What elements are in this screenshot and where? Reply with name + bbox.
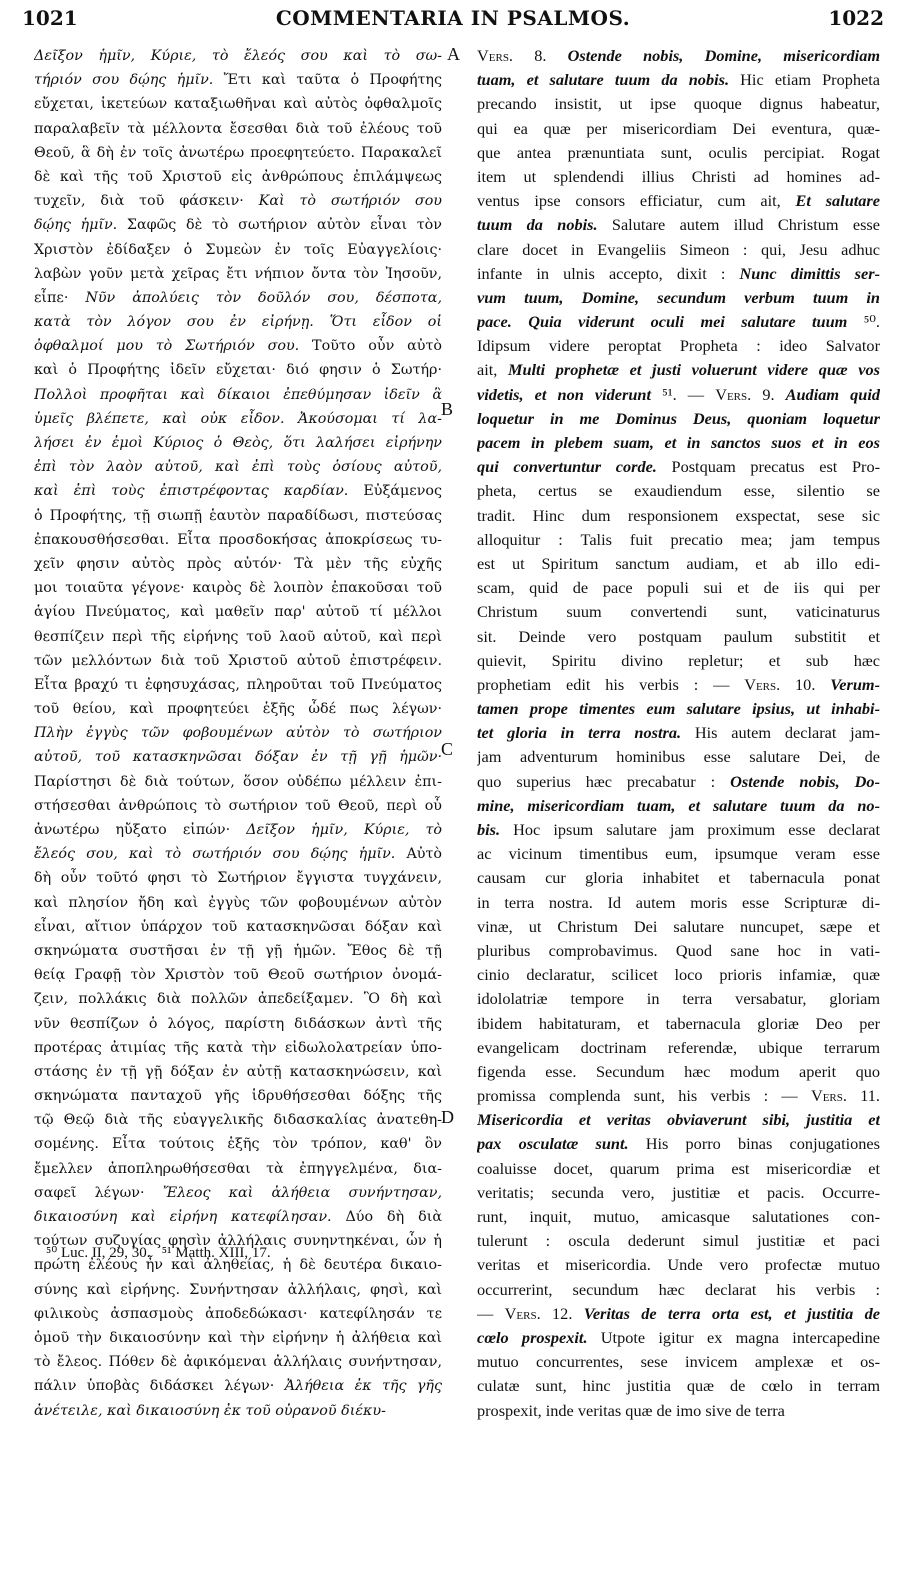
greek-text-line: [34, 1326, 442, 1350]
latin-text-line: [477, 721, 880, 745]
body-text: clare docet in Evangeliis Simeon : qui, Jesu adhuc: [477, 239, 880, 259]
latin-text-line: [477, 528, 880, 552]
body-text: Hic etiam Propheta: [729, 70, 880, 90]
body-text: pluribus comprobavimus. Quod sane hoc in vati-: [477, 940, 880, 960]
quoted-scripture-text: qui convertuntur corde.: [477, 457, 657, 477]
latin-text-line: [477, 334, 880, 358]
latin-text-line: [477, 262, 880, 286]
quoted-scripture-text: bis.: [477, 820, 501, 839]
latin-text-line: [477, 649, 880, 673]
greek-text-line: [34, 310, 442, 334]
body-text: 11.: [846, 1086, 880, 1106]
latin-text-column: [477, 44, 880, 1423]
body-text: Χριστὸν ἐδίδαξεν ὁ Συμεὼν ἐν τοῖς Εὐαγγελίοις·: [34, 241, 442, 258]
body-text: ζειν, πολλάκις διὰ πολλῶν ἀπεδείξαμεν. Ὃ δὴ καὶ: [34, 991, 442, 1008]
body-text: τῷ Θεῷ διὰ τῆς εὐαγγελικῆς διδασκαλίας ἀνατεθη-: [34, 1112, 442, 1129]
body-text: coaluisse docet, quarum prima est misericordiæ et: [477, 1158, 880, 1178]
quoted-scripture-text: Ostende nobis, Domine, misericordiam: [567, 46, 880, 65]
latin-text-line: [477, 407, 880, 431]
body-text: qui ea quæ per misericordiam Dei eventura, quæ-: [477, 118, 880, 138]
greek-text-line: [34, 262, 442, 286]
body-text: idololatriæ tempore in terra versabatur, gloriam: [477, 989, 880, 1009]
body-text: θείᾳ Γραφῇ τὸν Χριστὸν τοῦ Θεοῦ σωτήριον ὀνομά-: [34, 967, 442, 984]
body-text: —: [477, 1303, 505, 1323]
body-text: δὲ καὶ τῆς τοῦ Χριστοῦ εἰς ἀνθρώπους ἐπιλάμψεως: [34, 168, 442, 185]
body-text: σαφεῖ λέγων·: [34, 1184, 163, 1201]
body-text: δὴ οὖν τοῦτό φησι τὸ Σωτήριον ἔγγιστα τυγχάνειν,: [34, 870, 442, 887]
body-text: tradit. Hinc dum responsionem exspectat, sese sic: [477, 505, 880, 525]
greek-text-line: [34, 1036, 442, 1060]
greek-text-line: [34, 770, 442, 794]
greek-text-line: [34, 697, 442, 721]
latin-text-line: [477, 1399, 880, 1423]
latin-text-line: [477, 504, 880, 528]
greek-text-line: [34, 213, 442, 237]
latin-text-line: [477, 479, 880, 503]
body-text: εἶπε·: [34, 289, 86, 306]
greek-text-line: [34, 238, 442, 262]
greek-text-line: [34, 745, 442, 769]
section-marker-d: D: [441, 1107, 454, 1127]
body-text: His autem declarat jam-: [681, 723, 880, 743]
body-text: φιλικοὺς ἀσπασμοὺς ἀποδεδώκασι· κατεφίλησάν τε: [34, 1305, 442, 1322]
latin-text-line: [477, 68, 880, 92]
body-text: σκηνώματα συστῆσαι ἐν τῇ γῇ ἡμῶν. Ἔθος δὲ τῇ: [34, 942, 442, 959]
latin-text-line: [477, 165, 880, 189]
latin-text-line: [477, 794, 880, 818]
quoted-scripture-text: κατὰ τὸν λόγον σου ἐν εἰρήνῃ. Ὅτι εἶδον οἱ: [34, 314, 442, 331]
greek-text-line: [34, 1205, 442, 1229]
latin-text-line: [477, 625, 880, 649]
latin-text-line: [477, 1036, 880, 1060]
body-text: ὁ Προφήτης, τῇ σιωπῇ ἑαυτὸν παραδίδωσι, πιστεύσας: [34, 507, 442, 524]
body-text: στάσης ἐν τῇ γῇ δόξαν ἐν αὐτῇ κατασκηνώσειν, καὶ: [34, 1063, 442, 1080]
quoted-scripture-text: καὶ ἐπὶ τοὺς ἐπιστρέφοντας καρδίαν.: [34, 483, 349, 500]
quoted-scripture-text: Verum-: [830, 674, 880, 694]
quoted-scripture-text: Audiam quid: [785, 384, 880, 404]
greek-text-line: [34, 141, 442, 165]
body-text: cinio declaratur, scilicet loco prioris infamiæ, quæ: [477, 965, 880, 985]
quoted-scripture-text: Νῦν ἀπολύεις τὸν δοῦλόν σου, δέσποτα,: [85, 289, 442, 306]
verse-label: Vers.: [810, 1086, 847, 1106]
body-text: est ut Spiritum sanctum audiam, et ab illo edi-: [477, 553, 880, 573]
quoted-scripture-text: Δεῖξον ἡμῖν, Κύριε, τὸ ἔλεός σου καὶ τὸ σω-: [34, 48, 442, 64]
latin-text-line: [477, 1350, 880, 1374]
latin-text-line: [477, 383, 880, 407]
body-text: ἐπακουσθήσεσθαι. Εἶτα προσδοκήσας ἀποκρίσεως τυ-: [34, 531, 442, 548]
body-text: culatæ sunt, hinc justitia quæ de cœlo in terram: [477, 1376, 880, 1396]
body-text: τὸ ἔλεος. Πόθεν δὲ ἀφικόμεναι ἀλλήλαις συνήντησαν,: [34, 1354, 442, 1371]
body-text: prophetiam edit his verbis : —: [477, 674, 745, 694]
body-text: ἀνωτέρω ηὔξατο εἰπών·: [34, 822, 247, 838]
body-text: λαβὼν γοῦν μετὰ χεῖρας ἔτι νήπιον ὄντα τὸν Ἰησοῦν,: [34, 265, 442, 282]
latin-text-line: [477, 818, 880, 842]
greek-text-line: [34, 1350, 442, 1374]
greek-text-line: [34, 552, 442, 576]
quoted-scripture-text: ἔλεός σου, καὶ τὸ σωτήριόν σου δῴης ἡμῖν.: [34, 846, 396, 863]
body-text: scam, quid de pace populi sui et de iis qui per: [477, 578, 880, 598]
body-text: σκηνώματα πανταχοῦ γῆς ἱδρυθήσεσθαι δόξης τῆς: [34, 1088, 442, 1105]
body-text: τυχεῖν, διὰ τοῦ φάσκειν·: [34, 193, 259, 210]
latin-text-line: [477, 939, 880, 963]
latin-text-line: [477, 745, 880, 769]
quoted-scripture-text: mine, misericordiam tuam, et salutare tuum da no-: [477, 795, 880, 815]
quoted-scripture-text: δικαιοσύνη καὶ εἰρήνη κατεφίλησαν.: [34, 1209, 332, 1225]
greek-text-line: [34, 891, 442, 915]
verse-label: Vers.: [477, 46, 514, 65]
latin-text-line: [477, 431, 880, 455]
quoted-scripture-text: loquetur in me Dominus Deus, quoniam loquetur: [477, 408, 880, 428]
body-text: στήσεσθαι ἀνθρώποις τὸ σωτήριον τοῦ Θεοῦ, περὶ οὗ: [34, 797, 442, 814]
body-text: His porro binas conjugationes: [628, 1134, 880, 1154]
body-text: ibidem habitaturam, et tabernacula gloriæ Deo per: [477, 1013, 880, 1033]
body-text: Christum suum convertendi sunt, vaticinaturus: [477, 602, 880, 622]
latin-text-line: [477, 238, 880, 262]
body-text: Παρίστησι δὲ διὰ τούτων, ὅσον οὐδέπω μέλλειν ἐπι-: [34, 773, 442, 790]
body-text: ventus ipse consors efficiatur, cum ait,: [477, 191, 796, 211]
greek-text-line: [34, 625, 442, 649]
quoted-scripture-text: Ἀκούσομαι τί λα-: [298, 410, 442, 427]
greek-text-line: [34, 528, 442, 552]
body-text: 12.: [540, 1303, 584, 1323]
body-text: θεσπίζειν περὶ τῆς εἰρήνης τοῦ λαοῦ αὐτοῦ, καὶ περὶ: [34, 628, 442, 645]
latin-text-line: [477, 1326, 880, 1350]
latin-text-line: [477, 673, 880, 697]
quoted-scripture-text: Πολλοὶ προφῆται καὶ δίκαιοι ἐπεθύμησαν ἰδεῖν ἃ: [34, 386, 442, 403]
latin-text-line: [477, 915, 880, 939]
quoted-scripture-text: tet gloria in terra nostra.: [477, 723, 682, 743]
page-header: [22, 4, 884, 32]
quoted-scripture-text: ὑμεῖς βλέπετε, καὶ οὐκ εἶδον.: [34, 410, 285, 427]
body-text: τούτων συζυγίας φησὶν ἀλλήλαις συνηντηκέναι, ὧν ἡ: [34, 1233, 442, 1250]
greek-text-line: [34, 1278, 442, 1302]
latin-text-line: [477, 92, 880, 116]
latin-text-line: [477, 213, 880, 237]
greek-text-line: [34, 1132, 442, 1156]
body-text: occurrerint, secundum hæc declarat his verbis :: [477, 1279, 880, 1299]
greek-text-line: [34, 939, 442, 963]
quoted-scripture-text: pacem in plebem suam, et in sanctos suos et in eos: [477, 433, 880, 452]
body-text: que antea prænuntiata sunt, oculis percipiat. Rogat: [477, 142, 880, 162]
quoted-scripture-text: Et salutare: [795, 191, 880, 211]
body-text: promissa complenda sunt, his verbis : —: [477, 1086, 811, 1106]
greek-text-line: [34, 1374, 442, 1398]
body-text: precando insistit, ut ipse quoque dignus habeatur,: [477, 94, 880, 114]
greek-text-line: [34, 794, 442, 818]
body-text: Αὐτὸ: [395, 846, 442, 863]
greek-text-line: [34, 987, 442, 1011]
greek-text-line: [34, 383, 442, 407]
body-text: καὶ πλησίον ἤδη καὶ ἐγγὺς τῶν φοβουμένων αὐτὸν: [34, 894, 442, 911]
body-text: σύνης καὶ εἰρήνης. Συνήντησαν ἀλλήλαις, φησὶ, καὶ: [34, 1281, 442, 1298]
body-text: tulerunt : oscula dederunt simul justitiæ et paci: [477, 1231, 880, 1251]
latin-text-line: [477, 1132, 880, 1156]
body-text: εἶναι, αἴτιον ὑπάρχον τοῦ κατασκηνῶσαι δόξαν καὶ: [34, 918, 442, 935]
quoted-scripture-text: vum tuum, Domine, secundum verbum tuum in: [477, 287, 880, 307]
greek-text-line: [34, 1302, 442, 1326]
body-text: Idipsum videre peroptat Propheta : ideo Salvator: [477, 336, 880, 356]
body-text: εὔχεται, ἱκετεύων καταξιωθῆναι καὶ αὐτὸς ὀφθαλμοῖς: [34, 96, 442, 113]
latin-text-line: [477, 866, 880, 890]
body-text: in terra nostra. Id autem moris esse Scripturæ di-: [477, 892, 880, 912]
greek-text-line: [34, 455, 442, 479]
section-marker-c: C: [441, 739, 454, 759]
body-text: jam adventurum hominibus esse salutare Dei, de: [477, 747, 880, 767]
quoted-scripture-text: ἀνέτειλε, καὶ δικαιοσύνη ἐκ τοῦ οὐρανοῦ διέκυ-: [34, 1402, 386, 1419]
body-text: runt, inquit, mutuo, amicasque salutationes con-: [477, 1207, 880, 1226]
quoted-scripture-text: λήσει ἐν ἐμοὶ Κύριος ὁ Θεὸς, ὅτι λαλήσει εἰρήνην: [34, 435, 442, 451]
greek-text-line: [34, 673, 442, 697]
quoted-scripture-text: cœlo prospexit.: [477, 1327, 588, 1347]
quoted-scripture-text: pax osculatæ sunt.: [477, 1134, 629, 1154]
greek-text-line: [34, 189, 442, 213]
body-text: [285, 411, 299, 427]
greek-text-line: [34, 721, 442, 745]
body-text: mutuo concurrentes, sese invicem amplexæ et os-: [477, 1352, 880, 1372]
body-text: πρώτη ἐλέους ἦν καὶ ἀληθείας, ἡ δὲ δευτέρα δικαιο-: [34, 1257, 442, 1274]
body-text: Hoc ipsum salutare jam proximum esse declarat: [500, 820, 880, 839]
greek-text-line: [34, 600, 442, 624]
latin-text-line: [477, 697, 880, 721]
greek-text-line: [34, 1181, 442, 1205]
quoted-scripture-text: Δεῖξον ἡμῖν, Κύριε, τὸ: [246, 822, 442, 838]
body-text: 8.: [513, 46, 568, 65]
quoted-scripture-text: Nunc dimittis ser-: [739, 263, 880, 283]
section-marker-a: A: [447, 44, 460, 64]
latin-text-line: [477, 1012, 880, 1036]
body-text: alloquitur : Talis fuit precatio mea; jam tempus: [477, 529, 880, 549]
body-text: σομένης. Εἶτα τούτοις ἑξῆς τὸν τρόπον, καθ' ὃν: [34, 1136, 442, 1153]
quoted-scripture-text: Ostende nobis, Do-: [730, 771, 880, 791]
latin-text-line: [477, 1253, 880, 1277]
body-text: veritas et misericordia. Unde vero profectæ mutuo: [477, 1255, 880, 1275]
latin-text-line: [477, 891, 880, 915]
latin-text-line: [477, 1302, 880, 1326]
body-text: figenda esse. Secundum hæc modum aperit quo: [477, 1061, 880, 1081]
latin-text-line: [477, 1205, 880, 1229]
latin-text-line: [477, 117, 880, 141]
latin-text-line: [477, 1229, 880, 1253]
greek-text-column: [34, 44, 442, 1423]
latin-text-line: [477, 1157, 880, 1181]
body-text: ⁵⁰.: [847, 312, 880, 332]
body-text: causam cur gloria inhabitet et tabernacula ponat: [477, 868, 880, 888]
quoted-scripture-text: τήριόν σου δῴης ἡμῖν.: [34, 72, 214, 89]
body-text: Εὐξάμενος: [348, 483, 442, 500]
body-text: Ἔτι καὶ ταῦτα ὁ Προφήτης: [213, 72, 442, 89]
greek-text-line: [34, 963, 442, 987]
body-text: ὁμοῦ τὴν δικαιοσύνην καὶ τὴν εἰρήνην ἡ ἀλήθεια καὶ: [34, 1329, 442, 1346]
quoted-scripture-text: pace. Quia viderunt oculi mei salutare tuum: [477, 312, 848, 332]
latin-text-line: [477, 455, 880, 479]
body-text: pheta, certus se exaudiendum esse, silentio se: [477, 481, 880, 501]
latin-text-line: [477, 1084, 880, 1108]
quoted-scripture-text: Καὶ τὸ σωτήριόν σου: [258, 193, 442, 210]
greek-text-line: [34, 504, 442, 528]
verse-label: Vers.: [504, 1303, 541, 1323]
quoted-scripture-text: Misericordia et veritas obviaverunt sibi, justitia et: [477, 1110, 880, 1130]
body-text: Salutare autem illud Christum esse: [597, 215, 880, 235]
body-text: vinæ, ut Christum Dei salutare nuncupet, sæpe et: [477, 916, 880, 936]
latin-text-line: [477, 286, 880, 310]
quoted-scripture-text: tamen prope timentes eum salutare ipsius, ut inhabi-: [477, 699, 880, 719]
quoted-scripture-text: Ἔλεος καὶ ἀλήθεια συνήντησαν,: [162, 1184, 442, 1201]
greek-text-line: [34, 649, 442, 673]
greek-text-line: [34, 68, 442, 92]
latin-text-line: [477, 1278, 880, 1302]
quoted-scripture-text: αὐτοῦ, τοῦ κατασκηνῶσαι δόξαν ἐν τῇ γῇ ἡμῶν·: [34, 749, 442, 766]
greek-text-line: [34, 818, 442, 842]
body-text: Δύο δὴ διὰ: [331, 1209, 442, 1225]
body-text: τοῦ θείου, καὶ προφητεύει ἑξῆς ὧδέ πως λέγων·: [34, 701, 442, 718]
greek-text-line: [34, 915, 442, 939]
body-text: Τοῦτο οὖν αὐτὸ: [299, 338, 442, 355]
latin-text-line: [477, 987, 880, 1011]
body-text: Θεοῦ, ἃ δὴ ἐν τοῖς ἀνωτέρω προεφητεύετο. Παρακαλεῖ: [34, 144, 442, 161]
greek-text-line: [34, 92, 442, 116]
quoted-scripture-text: Πλὴν ἐγγὺς τῶν φοβουμένων αὐτὸν τὸ σωτήριον: [34, 725, 442, 742]
verse-label: Vers.: [744, 674, 781, 694]
latin-text-line: [477, 189, 880, 213]
latin-text-line: [477, 600, 880, 624]
greek-text-line: [34, 334, 442, 358]
latin-text-line: [477, 44, 880, 68]
greek-text-line: [34, 286, 442, 310]
latin-text-line: [477, 1108, 880, 1132]
greek-text-line: [34, 1060, 442, 1084]
greek-text-line: [34, 1157, 442, 1181]
body-text: νῦν θεσπίζων ὁ λόγος, παρίστη διδάσκων ἀντὶ τῆς: [34, 1015, 442, 1032]
footnotes: ⁵⁰ Luc. II, 29, 30. ⁵¹ Matth. XIII, 17.: [46, 1245, 271, 1261]
body-text: sit. Deinde vero postquam paulum substitit et: [477, 626, 880, 646]
greek-text-line: [34, 866, 442, 890]
body-text: πάλιν ὑποβὰς διδάσκει λέγων·: [34, 1378, 285, 1395]
latin-text-line: [477, 576, 880, 600]
greek-text-line: [34, 576, 442, 600]
latin-text-line: [477, 963, 880, 987]
quoted-scripture-text: tuum da nobis.: [477, 215, 598, 235]
latin-text-line: [477, 1060, 880, 1084]
greek-text-line: [34, 358, 442, 382]
body-text: 10.: [780, 674, 831, 694]
body-text: Εἶτα βραχύ τι ἐφησυχάσας, πληροῦται τοῦ Πνεύματος: [34, 676, 442, 693]
latin-text-line: [477, 552, 880, 576]
greek-text-line: [34, 1399, 442, 1423]
body-text: quievit, Spiritu divino repletur; et sub hæc: [477, 650, 880, 670]
greek-text-line: [34, 479, 442, 503]
body-text: item ut splendendi illius Christi ad homines ad-: [477, 166, 880, 186]
running-title: COMMENTARIA IN PSALMOS.: [275, 6, 631, 30]
latin-text-line: [477, 770, 880, 794]
greek-text-line: [34, 44, 442, 68]
body-text: χεῖν φησιν αὐτὸς πρὸς αὐτόν· Τὰ μὲν τῆς εὐχῆς: [34, 555, 442, 572]
quoted-scripture-text: tuam, et salutare tuum da nobis.: [477, 70, 730, 90]
body-text: ἁγίου Πνεύματος, καὶ μαθεῖν παρ' αὐτοῦ τί μέλλοι: [34, 604, 442, 621]
quoted-scripture-text: Ἀλήθεια ἐκ τῆς γῆς: [284, 1378, 442, 1395]
body-text: ἔμελλεν ἀποπληρωθήσεσθαι τὰ ἐπηγγελμένα, δια-: [34, 1160, 442, 1177]
body-text: 9.: [751, 384, 786, 404]
body-text: μοι τοιαῦτα γέγονε· καιρὸς δὲ λοιπὸν ἐπακοῦσαι τοῦ: [34, 580, 442, 597]
greek-text-line: [34, 1108, 442, 1132]
latin-text-line: [477, 141, 880, 165]
body-text: infante in ulnis accepto, dixit :: [477, 263, 740, 283]
latin-text-line: [477, 842, 880, 866]
body-text: ait,: [477, 360, 508, 380]
greek-text-line: [34, 842, 442, 866]
body-text: ac vicinum timentibus eum, ipsumque veram esse: [477, 844, 880, 864]
latin-text-line: [477, 310, 880, 334]
page-number-right: 1022: [828, 6, 884, 30]
page-number-left: 1021: [22, 6, 78, 30]
latin-text-line: [477, 1181, 880, 1205]
body-text: προτέρας ἀτιμίας τῆς κατὰ τὴν εἰδωλολατρείαν ὑπο-: [34, 1039, 442, 1056]
verse-label: Vers.: [715, 384, 752, 404]
body-text: Postquam precatus est Pro-: [656, 457, 880, 477]
body-text: prospexit, inde veritas quæ de imo sive de terra: [477, 1400, 785, 1420]
body-text: παραλαβεῖν τὰ μέλλοντα ἔσεσθαι διὰ τοῦ ἐλέους τοῦ: [34, 120, 442, 137]
quoted-scripture-text: ἐπὶ τὸν λαὸν αὐτοῦ, καὶ ἐπὶ τοὺς ὁσίους αὐτοῦ,: [34, 459, 442, 476]
quoted-scripture-text: δῴης ἡμῖν.: [34, 217, 118, 234]
body-text: Utpote igitur ex magna intercapedine: [587, 1327, 880, 1347]
body-text: ⁵¹. —: [650, 384, 716, 404]
greek-text-line: [34, 431, 442, 455]
greek-text-line: [34, 1084, 442, 1108]
quoted-scripture-text: Veritas de terra orta est, et justitia de: [583, 1303, 880, 1323]
greek-text-line: [34, 407, 442, 431]
body-text: καὶ ὁ Προφήτης ἰδεῖν εὔχεται· διό φησιν ὁ Σωτήρ·: [34, 362, 442, 379]
latin-text-line: [477, 1374, 880, 1398]
quoted-scripture-text: Multi prophetæ et justi voluerunt videre quæ vos: [507, 360, 880, 380]
quoted-scripture-text: ὀφθαλμοί μου τὸ Σωτήριόν σου.: [34, 338, 300, 355]
greek-text-line: [34, 117, 442, 141]
latin-text-line: [477, 358, 880, 382]
greek-text-line: [34, 1012, 442, 1036]
body-text: Σαφῶς δὲ τὸ σωτήριον αὐτὸν εἶναι τὸν: [117, 217, 442, 234]
body-text: evangelicam doctrinam referendæ, ubique terrarum: [477, 1037, 880, 1057]
body-text: quo superius hæc precabatur :: [477, 771, 731, 791]
quoted-scripture-text: videtis, et non viderunt: [477, 384, 651, 404]
body-text: veritatis; secunda vero, justitiæ et pacis. Occurre-: [477, 1182, 880, 1202]
section-marker-b: B: [441, 399, 454, 419]
greek-text-line: [34, 165, 442, 189]
body-text: τῶν μελλόντων διὰ τοῦ Χριστοῦ αὐτοῦ ἐπιστρέφειν.: [34, 652, 442, 669]
